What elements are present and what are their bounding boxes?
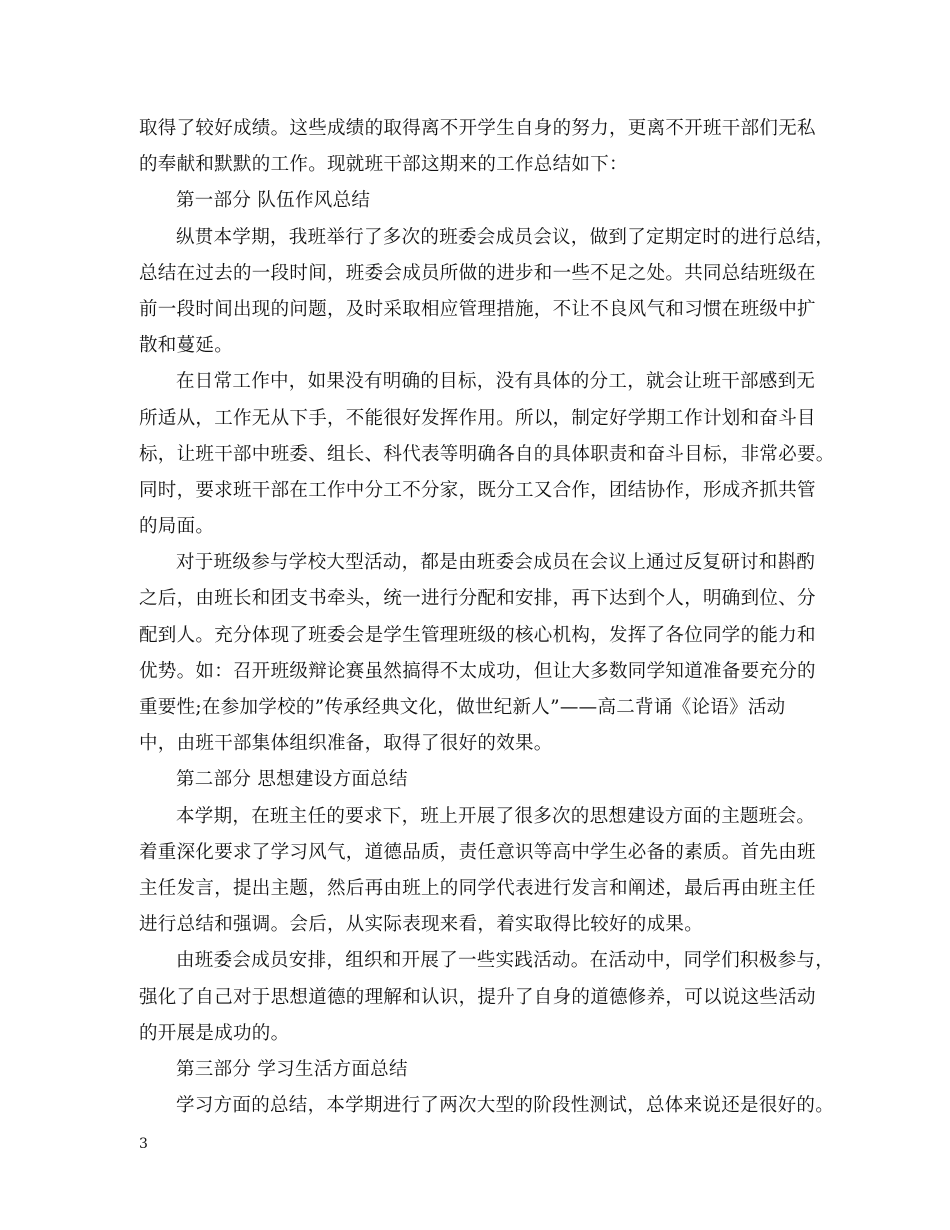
- paragraph-line: 配到人。充分体现了班委会是学生管理班级的核心机构，发挥了各位同学的能力和: [139, 624, 816, 646]
- section-heading-2: 第二部分 思想建设方面总结: [176, 769, 408, 791]
- paragraph-line: 优势。如：召开班级辩论赛虽然搞得不太成功，但让大多数同学知道准备要充分的: [139, 660, 816, 682]
- paragraph-line: 的开展是成功的。: [139, 1022, 290, 1044]
- section-heading-1: 第一部分 队伍作风总结: [176, 190, 371, 212]
- document-body: [139, 114, 835, 1127]
- paragraph-line: 重要性;在参加学校的”传承经典文化，做世纪新人”——高二背诵《论语》活动: [139, 697, 786, 718]
- paragraph-line: 对于班级参与学校大型活动，都是由班委会成员在会议上通过反复研讨和斟酌: [176, 552, 816, 574]
- paragraph-line: 中，由班干部集体组织准备，取得了很好的效果。: [139, 733, 553, 755]
- section-heading-3: 第三部分 学习生活方面总结: [176, 1058, 408, 1080]
- paragraph-line: 总结在过去的一段时间，班委会成员所做的进步和一些不足之处。共同总结班级在: [139, 262, 816, 284]
- paragraph-line: 纵贯本学期，我班举行了多次的班委会成员会议，做到了定期定时的进行总结，: [176, 226, 835, 248]
- paragraph-line: 前一段时间出现的问题，及时采取相应管理措施，不让不良风气和习惯在班级中扩: [139, 298, 816, 320]
- paragraph-line: 学习方面的总结，本学期进行了两次大型的阶段性测试，总体来说还是很好的。: [176, 1095, 835, 1117]
- paragraph-line: 的局面。: [139, 516, 215, 538]
- paragraph-line: 标，让班干部中班委、组长、科代表等明确各自的具体职责和奋斗目标，非常必要。: [139, 443, 835, 465]
- paragraph-line: 取得了较好成绩。这些成绩的取得离不开学生自身的努力，更离不开班干部们无私: [139, 118, 816, 139]
- paragraph-line: 进行总结和强调。会后，从实际表现来看，着实取得比较好的成果。: [139, 914, 704, 936]
- paragraph-line: 本学期，在班主任的要求下，班上开展了很多次的思想建设方面的主题班会。: [176, 805, 816, 827]
- paragraph-line: 强化了自己对于思想道德的理解和认识，提升了自身的道德修养，可以说这些活动: [139, 986, 816, 1008]
- paragraph-line: 同时，要求班干部在工作中分工不分家，既分工又合作，团结协作，形成齐抓共管: [139, 479, 816, 501]
- paragraph-line: 所适从，工作无从下手，不能很好发挥作用。所以，制定好学期工作计划和奋斗目: [139, 407, 816, 429]
- paragraph-line: 的奉献和默默的工作。现就班干部这期来的工作总结如下：: [139, 154, 628, 176]
- paragraph-line: 由班委会成员安排，组织和开展了一些实践活动。在活动中，同学们积极参与，: [176, 950, 835, 972]
- paragraph-line: 在日常工作中，如果没有明确的目标，没有具体的分工，就会让班干部感到无: [176, 371, 816, 393]
- paragraph-line: 着重深化要求了学习风气，道德品质，责任意识等高中学生必备的素质。首先由班: [139, 841, 816, 863]
- paragraph-line: 散和蔓延。: [139, 335, 234, 357]
- page-number: 3: [139, 1136, 148, 1152]
- paragraph-line: 之后，由班长和团支书牵头，统一进行分配和安排，再下达到个人，明确到位、分: [139, 588, 816, 610]
- paragraph-line: 主任发言，提出主题，然后再由班上的同学代表进行发言和阐述，最后再由班主任: [139, 877, 816, 899]
